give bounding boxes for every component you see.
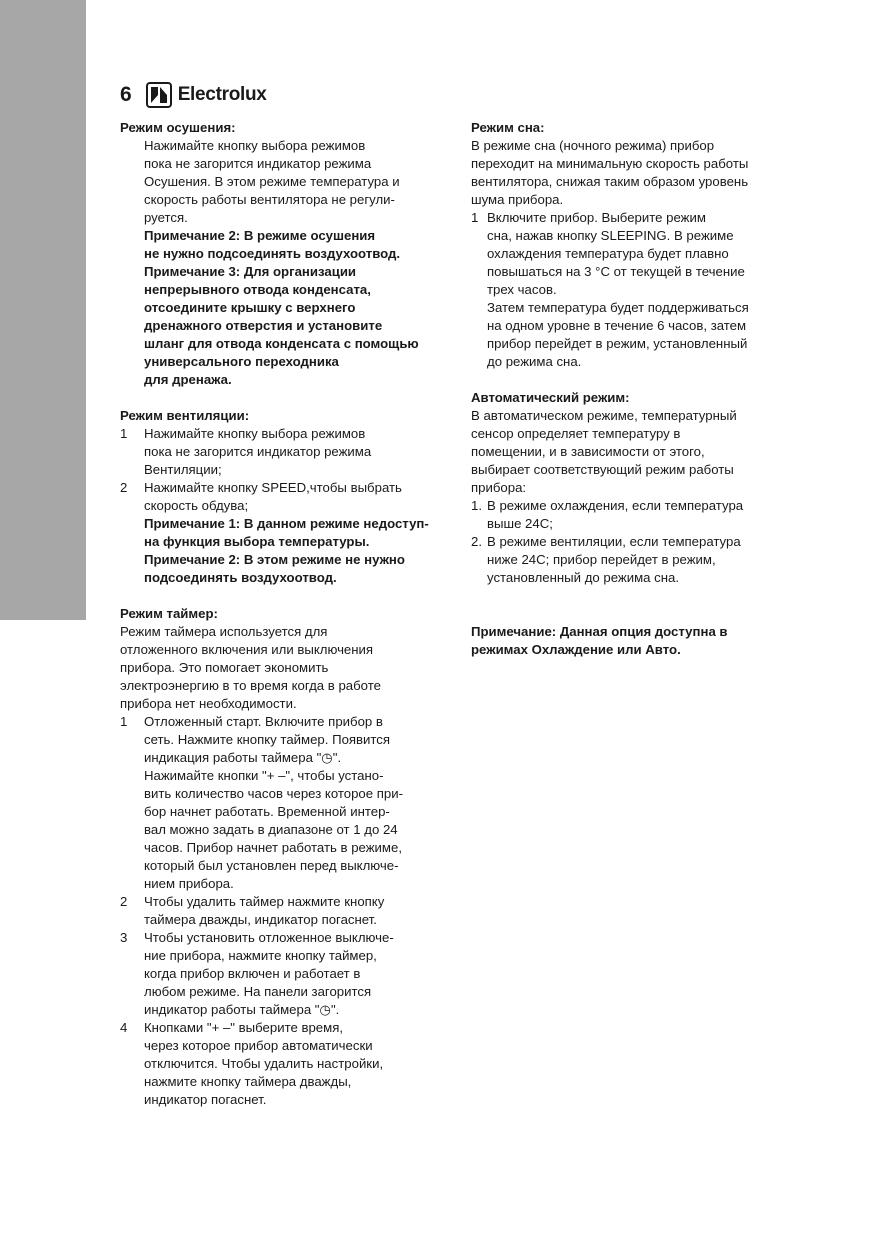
text-line: отключится. Чтобы удалить настройки,	[144, 1056, 384, 1071]
text-line: помещении, и в зависимости от этого,	[471, 444, 705, 459]
note-line: Примечание 3: Для организации	[144, 264, 357, 279]
list-number: 1	[120, 714, 128, 729]
fan-mode-heading: Режим вентиляции:	[120, 408, 250, 423]
note-line: для дренажа.	[144, 372, 232, 387]
text-line: нажмите кнопку таймера дважды,	[144, 1074, 352, 1089]
text-line: отложенного включения или выключения	[120, 642, 374, 657]
text-line: Нажимайте кнопку выбора режимов	[144, 138, 366, 153]
text-line: Кнопками "+ –" выберите время,	[144, 1020, 344, 1035]
right-column	[471, 119, 806, 659]
side-tab	[0, 0, 86, 620]
text-line: бор начнет работать. Временной интер-	[144, 804, 390, 819]
text-line: Нажимайте кнопку выбора режимов	[144, 426, 366, 441]
note-line: дренажного отверстия и установите	[144, 318, 383, 333]
note-line: подсоединять воздухоотвод.	[144, 570, 337, 585]
note-line: шланг для отвода конденсата с помощью	[144, 336, 419, 351]
text-line: переходит на минимальную скорость работы	[471, 156, 749, 171]
note-line: на функция выбора температуры.	[144, 534, 370, 549]
list-number: 4	[120, 1020, 128, 1035]
sleep-mode-heading: Режим сна:	[471, 120, 545, 135]
note-line: Примечание 2: В режиме осушения	[144, 228, 376, 243]
text-line: трех часов.	[487, 282, 557, 297]
text-line: часов. Прибор начнет работать в режиме,	[144, 840, 402, 855]
text-line: Затем температура будет поддерживаться	[487, 300, 749, 315]
list-item	[471, 533, 806, 587]
dry-mode-text	[120, 137, 455, 389]
text-line: Нажимайте кнопки "+ –", чтобы устано-	[144, 768, 384, 783]
text-line: Вентиляции;	[144, 462, 222, 477]
text-line: Режим таймера используется для	[120, 624, 328, 639]
electrolux-logo-icon	[146, 82, 172, 108]
text-line: ниже 24С; прибор перейдет в режим,	[487, 552, 716, 567]
left-column	[120, 119, 455, 1109]
text-line: который был установлен перед выключе-	[144, 858, 399, 873]
note-line: Примечание 2: В этом режиме не нужно	[144, 552, 405, 567]
list-item	[120, 425, 455, 479]
text-line: Нажимайте кнопку SPEED,чтобы выбрать	[144, 480, 402, 495]
note-line: непрерывного отвода конденсата,	[144, 282, 371, 297]
text-line: пока не загорится индикатор режима	[144, 444, 372, 459]
timer-mode-heading: Режим таймер:	[120, 606, 218, 621]
text-line: сенсор определяет температуру в	[471, 426, 681, 441]
auto-mode-heading: Автоматический режим:	[471, 390, 630, 405]
text-line: Включите прибор. Выберите режим	[487, 210, 706, 225]
page-number: 6	[120, 83, 132, 106]
text-line: шума прибора.	[471, 192, 564, 207]
note-line: универсального переходника	[144, 354, 339, 369]
text-line: В режиме вентиляции, если температура	[487, 534, 741, 549]
text-line: прибора:	[471, 480, 527, 495]
text-line: Осушения. В этом режиме температура и	[144, 174, 400, 189]
list-number: 1.	[471, 498, 482, 513]
list-item	[120, 713, 455, 893]
list-item	[120, 893, 455, 929]
list-number: 3	[120, 930, 128, 945]
text-line: выбирает соответствующий режим работы	[471, 462, 734, 477]
text-line: сна, нажав кнопку SLEEPING. В режиме	[487, 228, 734, 243]
text-line: индикатор работы таймера "◷".	[144, 1002, 340, 1017]
list-number: 2.	[471, 534, 482, 549]
list-number: 2	[120, 894, 128, 909]
page-header	[120, 80, 267, 110]
list-item	[120, 929, 455, 1019]
text-line: скорость работы вентилятора не регули-	[144, 192, 395, 207]
list-number: 2	[120, 480, 128, 495]
list-number: 1	[471, 210, 479, 225]
text-line: скорость обдува;	[144, 498, 249, 513]
text-line: В автоматическом режиме, температурный	[471, 408, 737, 423]
text-line: таймера дважды, индикатор погаснет.	[144, 912, 377, 927]
text-line: сеть. Нажмите кнопку таймер. Появится	[144, 732, 391, 747]
text-line: вентилятора, снижая таким образом уровень	[471, 174, 749, 189]
text-line: установленный до режима сна.	[487, 570, 680, 585]
text-line: через которое прибор автоматически	[144, 1038, 373, 1053]
text-line: Отложенный старт. Включите прибор в	[144, 714, 383, 729]
text-line: повышаться на 3 °С от текущей в течение	[487, 264, 745, 279]
text-line: прибора нет необходимости.	[120, 696, 297, 711]
text-line: В режиме сна (ночного режима) прибор	[471, 138, 715, 153]
note-line: отсоедините крышку с верхнего	[144, 300, 356, 315]
text-line: Чтобы удалить таймер нажмите кнопку	[144, 894, 385, 909]
text-line: Чтобы установить отложенное выключе-	[144, 930, 394, 945]
note-line: не нужно подсоединять воздухоотвод.	[144, 246, 401, 261]
list-item	[471, 209, 806, 371]
text-line: любом режиме. На панели загорится	[144, 984, 372, 999]
note-line: Примечание: Данная опция доступна в	[471, 624, 728, 639]
text-line: на одном уровне в течение 6 часов, затем	[487, 318, 747, 333]
text-line: электроэнергию в то время когда в работе	[120, 678, 381, 693]
list-item	[120, 479, 455, 587]
text-line: индикатор погаснет.	[144, 1092, 267, 1107]
text-line: выше 24С;	[487, 516, 553, 531]
text-line: прибора. Это помогает экономить	[120, 660, 329, 675]
text-line: руется.	[144, 210, 188, 225]
dry-mode-heading: Режим осушения:	[120, 120, 236, 135]
electrolux-logo	[146, 82, 267, 108]
text-line: охлаждения температура будет плавно	[487, 246, 729, 261]
text-line: до режима сна.	[487, 354, 582, 369]
text-line: прибор перейдет в режим, установленный	[487, 336, 748, 351]
list-item	[471, 497, 806, 533]
text-line: когда прибор включен и работает в	[144, 966, 361, 981]
brand-name: Electrolux	[177, 84, 267, 105]
list-item	[120, 1019, 455, 1109]
text-line: индикация работы таймера "◷".	[144, 750, 342, 765]
list-number: 1	[120, 426, 128, 441]
note-line: Примечание 1: В данном режиме недоступ-	[144, 516, 429, 531]
text-line: вал можно задать в диапазоне от 1 до 24	[144, 822, 398, 837]
text-line: В режиме охлаждения, если температура	[487, 498, 744, 513]
text-line: вить количество часов через которое при-	[144, 786, 403, 801]
note-line: режимах Охлаждение или Авто.	[471, 642, 681, 657]
text-line: нием прибора.	[144, 876, 234, 891]
text-line: ние прибора, нажмите кнопку таймер,	[144, 948, 377, 963]
text-line: пока не загорится индикатор режима	[144, 156, 372, 171]
